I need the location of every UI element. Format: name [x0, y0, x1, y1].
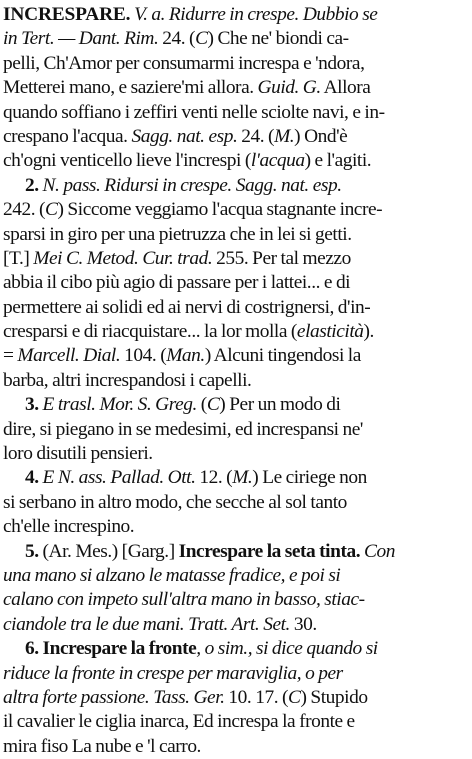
- text-run: Guid. G.: [257, 77, 321, 99]
- text-run: ) e l'agiti.: [304, 150, 372, 172]
- entry-line-1: [3, 3, 468, 27]
- entry-line-3: [3, 52, 468, 76]
- entry-line-14: [3, 320, 468, 344]
- entry-line-17: [3, 393, 468, 417]
- text-run: Sagg. nat. esp.: [131, 125, 238, 147]
- text-run: altra forte passione. Tass. Ger.: [3, 686, 225, 708]
- text-run: C: [206, 394, 220, 416]
- entry-line-22: [3, 515, 468, 539]
- entry-line-18: [3, 418, 468, 442]
- entry-line-23: [3, 540, 468, 564]
- text-run: crespano l'acqua.: [3, 125, 132, 147]
- text-run: 12. (: [195, 467, 233, 489]
- text-run: l'acqua: [250, 150, 305, 172]
- entry-line-30: [3, 710, 468, 734]
- entry-line-11: [3, 247, 468, 271]
- entry-line-15: [3, 344, 468, 368]
- entry-line-5: [3, 101, 468, 125]
- text-run: Marcell. Dial.: [17, 345, 121, 367]
- text-run: ) Per un modo di: [219, 394, 341, 416]
- entry-line-13: [3, 296, 468, 320]
- text-run: mira fiso La nube e 'l carro.: [3, 735, 201, 757]
- text-run: 30.: [289, 613, 317, 635]
- entry-line-24: [3, 564, 468, 588]
- text-run: 2.: [25, 174, 43, 196]
- text-run: ).: [363, 321, 374, 343]
- entry-line-10: [3, 223, 468, 247]
- text-run: ch'ogni venticello lieve l'increspi (: [3, 150, 251, 172]
- text-run: dire, si piegano in se medesimi, ed increspansi ne': [3, 418, 363, 440]
- text-run: C: [45, 199, 58, 221]
- text-run: 10. 17. (: [224, 686, 289, 708]
- text-run: E trasl. Mor. S. Greg.: [42, 394, 197, 416]
- text-run: C: [288, 686, 301, 708]
- entry-line-16: [3, 369, 468, 393]
- entry-line-27: [3, 637, 468, 661]
- headword: INCRESPARE.: [3, 4, 131, 25]
- entry-line-21: [3, 491, 468, 515]
- entry-line-19: [3, 442, 468, 466]
- entry-line-8: [3, 174, 468, 198]
- entry-line-29: [3, 686, 468, 710]
- entry-line-2: [3, 27, 468, 51]
- text-run: calano con impeto sull'altra mano in basso, stiac-: [3, 589, 365, 611]
- entry-line-28: [3, 662, 468, 686]
- text-run: (: [196, 394, 207, 416]
- entry-line-4: [3, 76, 468, 100]
- text-run: Con: [360, 540, 395, 562]
- text-run: =: [3, 345, 18, 367]
- text-run: Mei C. Metod. Cur. trad.: [33, 247, 213, 269]
- text-run: C: [195, 28, 208, 50]
- text-run: 255. Per tal mezzo: [212, 247, 351, 269]
- text-run: Allora: [320, 77, 371, 99]
- entry-line-26: [3, 613, 468, 637]
- text-run: 5.: [25, 540, 43, 562]
- text-run: cresparsi e di riacquistare... la lor molla (: [3, 321, 297, 343]
- text-run: ) Ond'è: [294, 125, 348, 147]
- text-run: 4.: [25, 467, 43, 489]
- text-run: in Tert. — Dant. Rim.: [3, 28, 163, 50]
- text-run: sparsi in giro per una pietruzza che in lei si getti.: [3, 223, 352, 245]
- text-run: Metterei mano, e saziere'mi allora.: [3, 77, 258, 99]
- entry-line-12: [3, 271, 468, 295]
- text-run: Man.: [166, 345, 205, 367]
- text-run: M.: [274, 125, 295, 147]
- text-run: elasticità: [296, 321, 364, 343]
- text-run: M.: [232, 467, 253, 489]
- text-run: ) Stupido: [300, 686, 368, 708]
- text-run: quando soffiano i zeffiri venti nelle sciolte navi, e in-: [3, 101, 385, 123]
- text-run: 24. (: [237, 125, 275, 147]
- text-run: , o sim., si dice quando si: [196, 638, 378, 660]
- text-run: si serbano in altro modo, che secche al sol tanto: [3, 491, 347, 513]
- text-run: una mano si alzano le matasse fradice, e poi si: [3, 564, 341, 586]
- text-run: Increspare la seta tinta.: [178, 540, 361, 562]
- text-run: il cavalier le ciglia inarca, Ed increspa la fronte e: [3, 711, 355, 733]
- text-run: 3.: [25, 394, 43, 416]
- text-run: ) Siccome veggiamo l'acqua stagnante incre-: [57, 199, 383, 221]
- dictionary-entry: [3, 3, 468, 759]
- text-run: ) Alcuni tingendosi la: [204, 345, 361, 367]
- text-run: 104. (: [120, 345, 167, 367]
- text-run: E N. ass. Pallad. Ott.: [42, 467, 196, 489]
- text-run: V. a. Ridurre in crespe. Dubbio se: [130, 4, 378, 25]
- entry-line-20: [3, 466, 468, 490]
- text-run: riduce la fronte in crespe per maraviglia, o per: [3, 662, 343, 684]
- entry-body: [3, 27, 468, 759]
- text-run: pelli, Ch'Amor per consumarmi increspa e 'ndora,: [3, 52, 365, 74]
- text-run: (Ar. Mes.) [Garg.]: [42, 540, 179, 562]
- text-run: 24. (: [162, 28, 196, 50]
- text-run: ciandole tra le due mani. Tratt. Art. Set.: [3, 613, 290, 635]
- text-run: ) Che ne' biondi ca-: [207, 28, 349, 50]
- text-run: ch'elle increspino.: [3, 516, 135, 538]
- text-run: N. pass. Ridursi in crespe. Sagg. nat. esp.: [42, 174, 342, 196]
- text-run: 242. (: [3, 199, 46, 221]
- text-run: loro disutili pensieri.: [3, 443, 153, 465]
- text-run: permettere ai solidi ed ai nervi di costrignersi, d'in-: [3, 296, 371, 318]
- text-run: abbia il cibo più agio di passare per i lattei... e di: [3, 272, 351, 294]
- entry-line-31: [3, 735, 468, 759]
- text-run: ) Le ciriege non: [252, 467, 367, 489]
- text-run: [T.]: [3, 247, 34, 269]
- text-run: 6.: [25, 638, 43, 660]
- entry-line-1-rest: [130, 4, 377, 25]
- entry-line-7: [3, 149, 468, 173]
- entry-line-25: [3, 588, 468, 612]
- text-run: barba, altri increspandosi i capelli.: [3, 369, 252, 391]
- entry-line-6: [3, 125, 468, 149]
- text-run: Increspare la fronte: [42, 638, 197, 660]
- entry-line-9: [3, 198, 468, 222]
